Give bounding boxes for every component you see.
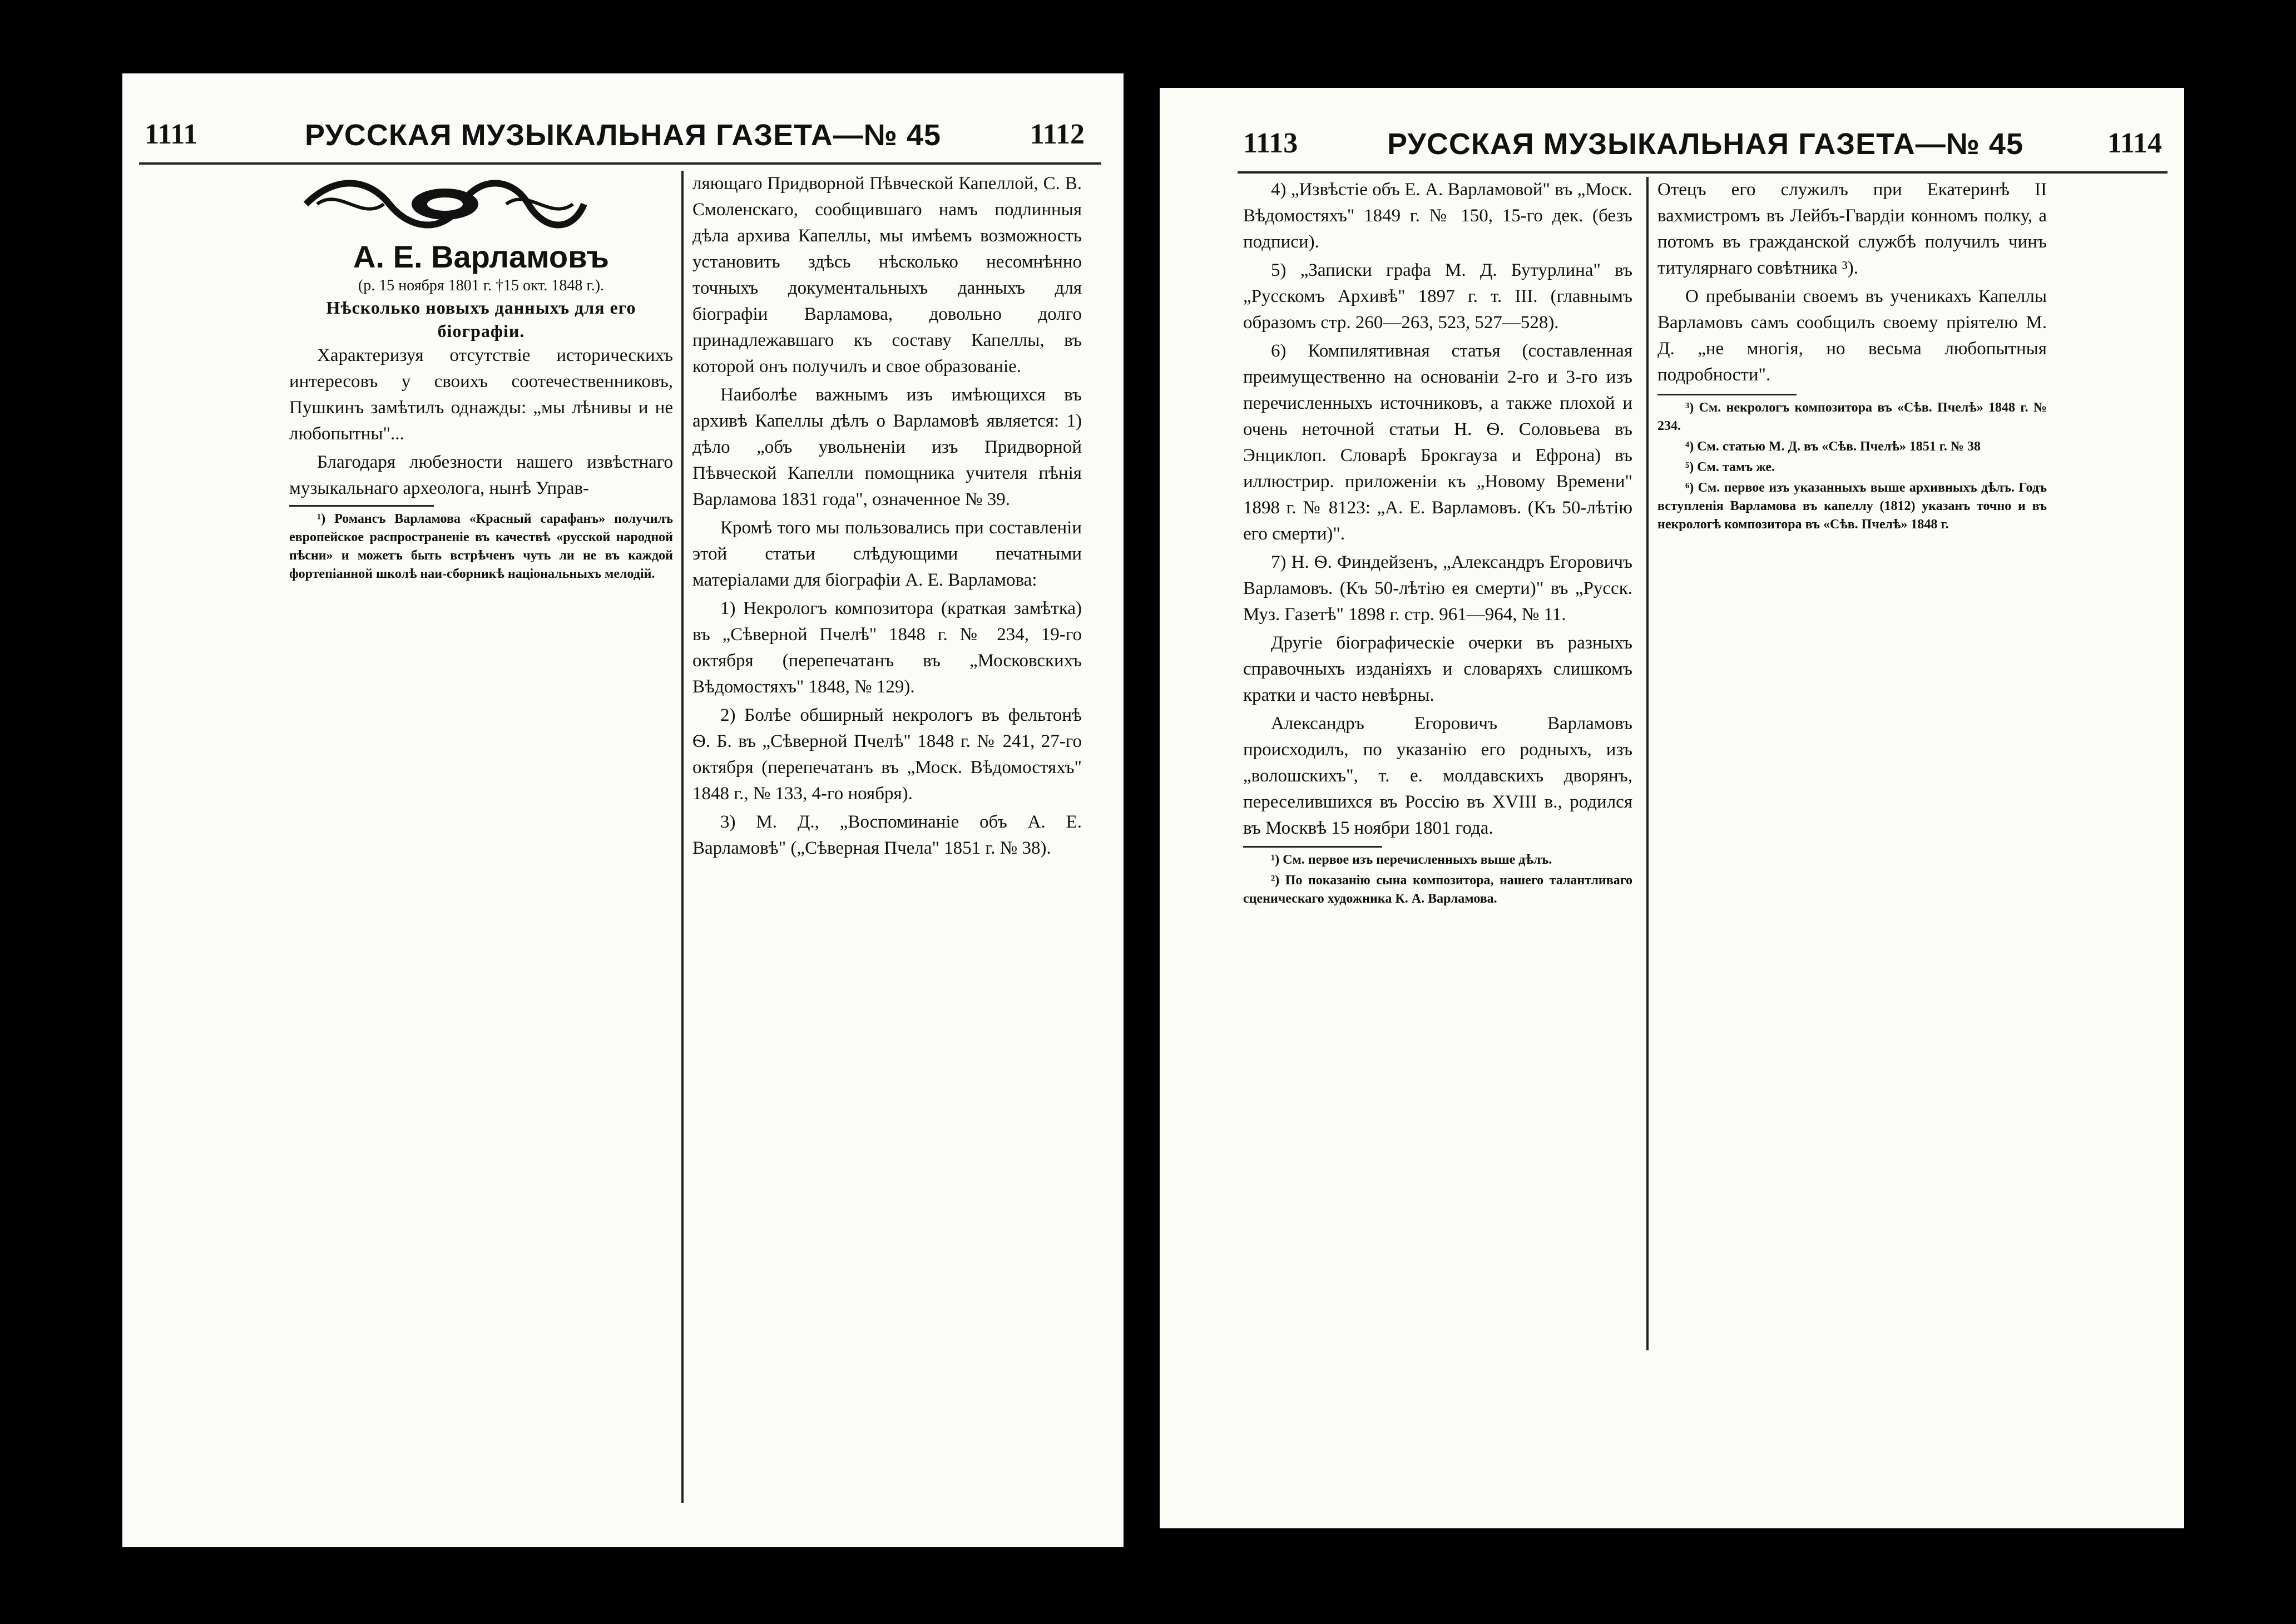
footnote: ¹) См. первое изъ перечисленныхъ выше дѣлъ. [1271, 853, 1552, 867]
paragraph: Другіе біографическіе очерки въ разныхъ справочныхъ изданіяхъ и словаряхъ слишкомъ кратки и часто невѣрны. [1243, 633, 1632, 705]
article-dates: (р. 15 ноября 1801 г. †15 окт. 1848 г.). [358, 277, 605, 294]
paragraph: Александръ Егоровичъ Варламовъ происходилъ, по указанію его родныхъ, изъ „волошскихъ", т. е. молдавскихъ дворянъ, переселившихся въ Россію въ XVIII в., родился въ Москвѣ 15 ноябри 1801 года. [1243, 714, 1632, 838]
paragraph: 5) „Записки графа М. Д. Бутурлина" въ „Русскомъ Архивѣ" 1897 г. т. III. (главнымъ образомъ стр. 260—263, 523, 527—528). [1243, 260, 1632, 333]
right-page [1160, 88, 2184, 1528]
paragraph: 3) М. Д., „Воспоминаніе объ А. Е. Варламовѣ" („Сѣверная Пчела" 1851 г. № 38). [692, 812, 1082, 858]
newspaper-title: РУССКАЯ МУЗЫКАЛЬНАЯ ГАЗЕТА—№ 45 [1387, 127, 2023, 161]
paragraph: 4) „Извѣстіе объ Е. А. Варламовой" въ „Моск. Вѣдомостяхъ" 1849 г. № 150, 15-го дек. (безъ подписи). [1243, 180, 1632, 252]
column-1 [289, 235, 673, 1547]
paragraph: Кромѣ того мы пользовались при составленіи этой статьи слѣдующими печатными матеріалами для біографіи А. Е. Варламова: [692, 518, 1082, 590]
paragraph: Отецъ его служилъ при Екатеринѣ II вахмистромъ въ Лейбъ-Гвардіи конномъ полку, а потомъ въ гражданской службѣ получилъ чинъ титулярнаго совѣтника ³). [1657, 180, 2047, 278]
paragraph: 2) Болѣе обширный некрологъ въ фельтонѣ Ѳ. Б. въ „Сѣверной Пчелѣ" 1848 г. № 241, 27-го октября (перепечатанъ въ „Моск. Вѣдомостяхъ" 1848 г., № 133, 4-го ноября). [692, 705, 1082, 804]
column-3 [1243, 177, 1632, 1501]
ornament-icon [295, 171, 595, 237]
paragraph: ляющаго Придворной Пѣвческой Капеллой, С. В. Смоленскаго, сообщившаго намъ подлинныя дѣла архива Капеллы, мы имѣемъ возможность установить здѣсь нѣсколько несомнѣнно точныхъ документальныхъ данныхъ для біографіи Варламова, довольно долго принадлежавшаго къ составу Капеллы, въ которой онъ получилъ и свое образованіе. [692, 174, 1082, 377]
footnote: ²) По показанію сына композитора, нашего талантливаго сценическаго художника К. А. Варламова. [1243, 873, 1632, 906]
article-subtitle: Нѣсколько новыхъ данныхъ для его біографіи. [326, 298, 636, 341]
footnote-rule [289, 505, 434, 507]
paragraph: 6) Компилятивная статья (составленная преимущественно на основаніи 2-го и 3-го изъ перечисленныхъ источниковъ, а также плохой и очень неточной статьи Н. Ѳ. Соловьева въ Энциклоп. Словарѣ Брокгауза и Ефрона) въ иллюстрир. приложеніи къ „Новому Времени" 1898 г. № 8123: „А. Е. Варламовъ. (Къ 50-лѣтію его смерти)". [1243, 341, 1632, 544]
article-title: А. Е. Варламовъ [353, 239, 609, 274]
paragraph: Наиболѣе важнымъ изъ имѣющихся въ архивѣ Капеллы дѣлъ о Варламовѣ является: 1) дѣло „объ увольненіи изъ Придворной Пѣвческой Капелли помощника учителя пѣнія Варламова 1831 года", означенное № 39. [692, 385, 1082, 509]
paragraph: 1) Некрологъ композитора (краткая замѣтка) въ „Сѣверной Пчелѣ" 1848 г. № 234, 19-го октября (перепечатанъ въ „Московскихъ Вѣдомостяхъ" 1848, № 129). [692, 598, 1082, 697]
footnote-rule [1243, 846, 1382, 848]
column-divider [1646, 177, 1649, 1350]
paragraph: Характеризуя отсутствіе историческихъ интересовъ у своихъ соотечественниковъ, Пушкинъ замѣтилъ однажды: „мы лѣнивы и не любопытны"... [289, 345, 673, 444]
column-4 [1657, 177, 2047, 1501]
newspaper-title: РУССКАЯ МУЗЫКАЛЬНАЯ ГАЗЕТА—№ 45 [305, 118, 941, 152]
footnote: ³) См. некрологъ композитора въ «Сѣв. Пчелѣ» 1848 г. № 234. [1657, 400, 2047, 433]
header-rule [139, 162, 1101, 165]
page-number-1111: 1111 [145, 118, 198, 150]
header-rule [1238, 171, 2168, 174]
footnote: ⁶) См. первое изъ указанныхъ выше архивныхъ дѣлъ. Годъ вступленія Варламова въ капеллу (1812) указанъ точно и въ некрологѣ композитора въ «Сѣв. Пчелѣ» 1848 г. [1657, 481, 2047, 532]
page-number-1112: 1112 [1030, 118, 1085, 150]
page-number-1113: 1113 [1243, 127, 1298, 159]
paragraph: О пребываніи своемъ въ ученикахъ Капеллы Варламовъ самъ сообщилъ своему пріятелю М. Д. „не многія, но весьма любопытныя подробности". [1657, 286, 2047, 385]
paragraph: 7) Н. Ѳ. Финдейзенъ, „Александръ Егоровичъ Варламовъ. (Къ 50-лѣтію ея смерти)" въ „Русск. Муз. Газетѣ" 1898 г. стр. 961—964, № 11. [1243, 552, 1632, 625]
running-head-right [1160, 127, 2184, 182]
column-2 [692, 171, 1082, 1506]
footnote: ¹) Романсъ Варламова «Красный сарафанъ» получилъ европейское распространеніе въ качествѣ «русской народной пѣсни» и можетъ быть встрѣченъ чуть ли не въ каждой фортепіанной школѣ наи-сборникѣ національныхъ мелодій. [289, 512, 673, 581]
footnote-rule [1657, 394, 1797, 395]
column-divider [681, 171, 684, 1503]
paragraph: Благодаря любезности нашего извѣстнаго музыкальнаго археолога, нынѣ Управ- [289, 452, 673, 498]
page-number-1114: 1114 [2107, 127, 2162, 159]
footnote: ⁴) См. статью М. Д. въ «Сѣв. Пчелѣ» 1851 г. № 38 [1685, 439, 1981, 454]
footnote: ⁵) См. тамъ же. [1685, 460, 1775, 474]
left-page [122, 73, 1124, 1547]
running-head-left [122, 118, 1124, 174]
